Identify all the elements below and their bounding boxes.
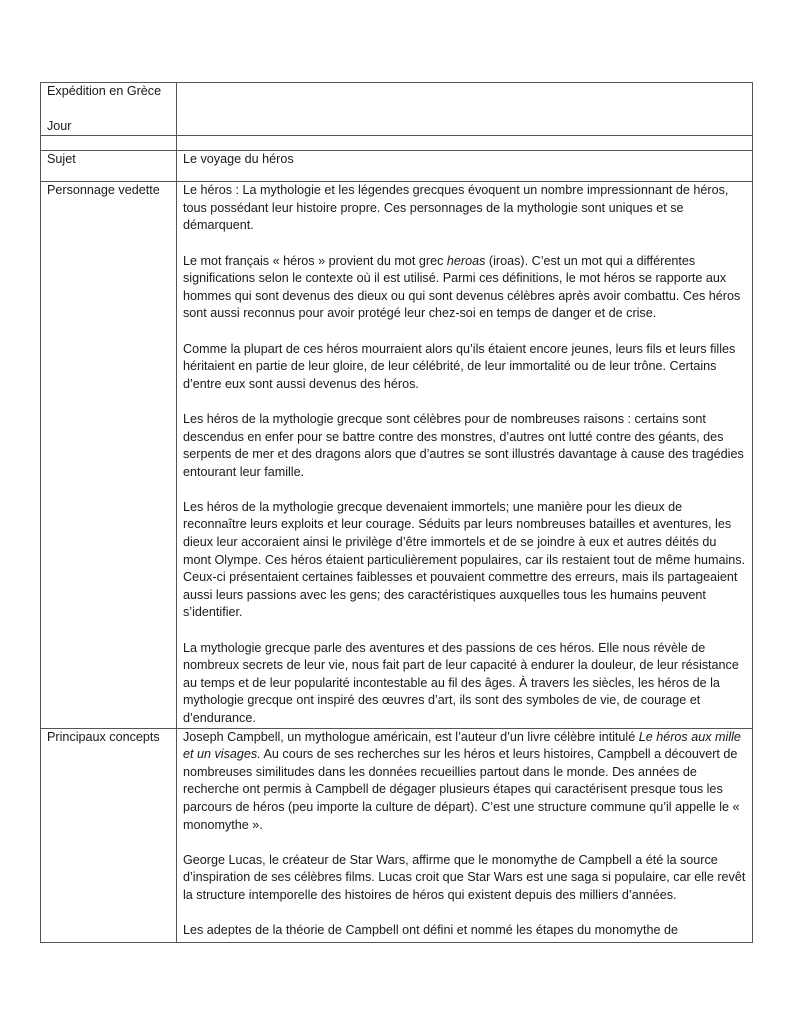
featured-character-label: Personnage vedette (41, 182, 177, 728)
paragraph: Le héros : La mythologie et les légendes grecques évoquent un nombre impressionnant de héros, tous possédant leur histoire propre. Ces personnages de la mythologie sont uniques et se démarquent. (183, 183, 729, 233)
subject-label: Sujet (41, 151, 177, 182)
paragraph: Les héros de la mythologie grecque devenaient immortels; une manière pour les dieux de reconnaître leurs exploits et leur courage. Séduits par leurs nombreuses batailles et aventures, les dieux leur accoraient ainsi le privilège d’être immortels et de se joindre à eux et autres déités du mont Olympe. Ces héros étaient particulièrement populaires, car ils restaient tout de même humains. Ceux-ci présentaient certaines faiblesses et pouvaient commettre des erreurs, mais ils partageaient aussi leurs passions avec les gens; des caractéristiques auxquelles tous les humains peuvent s’identifier. (183, 499, 746, 620)
header-value-cell (177, 83, 753, 136)
book-title: Le héros aux mille et un visages. (183, 729, 741, 762)
paragraph: Comme la plupart de ces héros mourraient alors qu’ils étaient encore jeunes, leurs fils et leurs filles héritaient en partie de leur gloire, de leur célébrité, de leur immortalité ou de leur trône. Certains d’entre eux sont aussi devenus des héros. (183, 341, 736, 391)
paragraph: Les adeptes de la théorie de Campbell ont défini et nommé les étapes du monomythe de (183, 923, 678, 938)
spacer-cell-right (177, 136, 753, 151)
main-concepts-content (177, 728, 753, 942)
featured-character-content (177, 182, 753, 728)
subject-value: Le voyage du héros (177, 151, 753, 182)
main-concepts-row (41, 728, 753, 942)
main-concepts-label: Principaux concepts (41, 728, 177, 942)
paragraph: La mythologie grecque parle des aventures et des passions de ces héros. Elle nous révèle de nombreux secrets de leur vie, nous fait part de leur capacité à endurer la douleur, de leur résistance au temps et de leur popularité incontestable au fil des âges. À travers les siècles, les héros de la mythologie grecque ont inspiré des œuvres d’art, ils sont des symboles de vie, de courage et d’endurance. (183, 640, 739, 725)
header-row (41, 83, 753, 136)
paragraph: Les héros de la mythologie grecque sont célèbres pour de nombreuses raisons : certains sont descendus en enfer pour se battre contre des monstres, d’autres ont lutté contre des géants, des serpents de mer et des dragons alors que d’autres se sont illustrés davantage à cause des tragédies entourant leur famille. (183, 411, 744, 479)
paragraph: George Lucas, le créateur de Star Wars, affirme que le monomythe de Campbell a été la source d’inspiration de ses célèbres films. Lucas croit que Star Wars est une saga si populaire, car elle revêt la structure intemporelle des histoires de héros qui existent depuis des milliers d’années. (183, 852, 746, 902)
subject-row (41, 151, 753, 182)
lesson-table (40, 82, 753, 943)
document-page (40, 82, 752, 943)
featured-character-row (41, 182, 753, 728)
paragraph: Le mot français « héros » provient du mot grec heroas (iroas). C’est un mot qui a différentes significations selon le contexte où il est utilisé. Parmi ces définitions, le mot héros se rapporte aux hommes qui sont devenus des dieux ou qui sont devenus célèbres après avoir combattu. Ces héros sont aussi reconnus pour avoir protégé leur chez-soi en temps de danger et de crise. (183, 253, 741, 321)
day-label: Jour (47, 118, 72, 133)
paragraph: Joseph Campbell, un mythologue américain, est l’auteur d’un livre célèbre intitulé Le héros aux mille et un visages. Au cours de ses recherches sur les héros et leurs histoires, Campbell a découvert de nombreuses similitudes dans les données recueillies partout dans le monde. Des années de recherche ont permis à Campbell de dégager plusieurs étapes qui caractérisent presque tous les parcours de héros (peu importe la culture de départ). C’est une structure commune qu’il appelle le « monomythe ». (183, 729, 741, 832)
expedition-title: Expédition en Grèce (47, 84, 162, 98)
italic-term: heroas (446, 253, 486, 268)
spacer-cell-left (41, 136, 177, 151)
header-label-cell (41, 83, 177, 136)
spacer-row (41, 136, 753, 151)
